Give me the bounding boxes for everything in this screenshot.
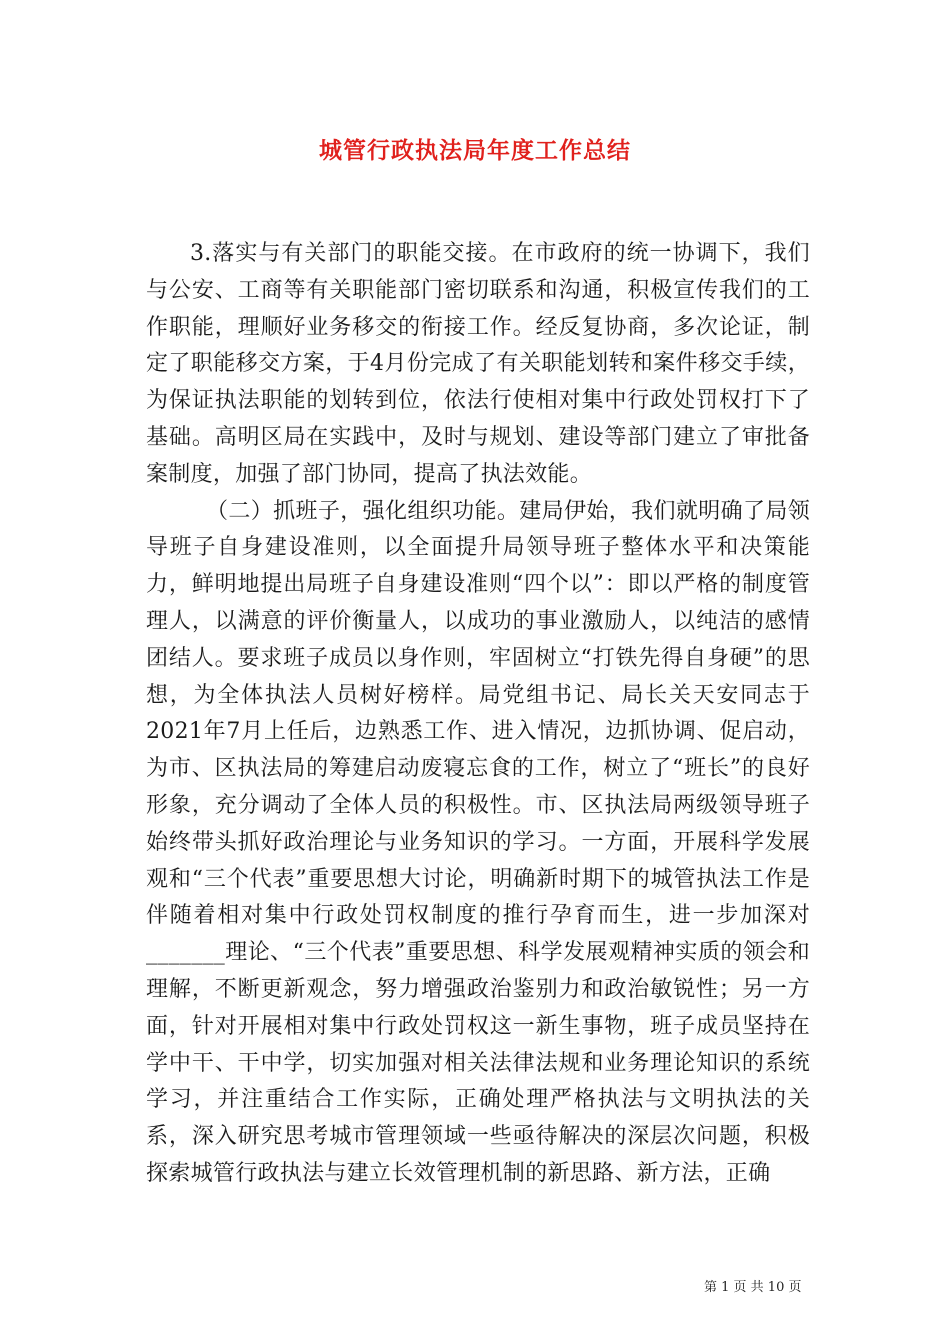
document-body [146,236,810,1193]
paragraph-1: 3.落实与有关部门的职能交接。在市政府的统一协调下，我们与公安、工商等有关职能部门密切联系和沟通，积极宣传我们的工作职能，理顺好业务移交的衔接工作。经反复协商，多次论证，制定了职能移交方案，于4月份完成了有关职能划转和案件移交手续，为保证执法职能的划转到位，依法行使相对集中行政处罚权打下了基础。高明区局在实践中，及时与规划、建设等部门建立了审批备案制度，加强了部门协同，提高了执法效能。 [146,241,810,487]
paragraph-2: （二）抓班子，强化组织功能。建局伊始，我们就明确了局领导班子自身建设准则，以全面提升局领导班子整体水平和决策能力，鲜明地提出局班子自身建设准则“四个以”：即以严格的制度管理人，以满意的评价衡量人，以成功的事业激励人，以纯洁的感情团结人。要求班子成员以身作则，牢固树立“打铁先得自身硬”的思想，为全体执法人员树好榜样。局党组书记、局长关天安同志于2021年7月上任后，边熟悉工作、进入情况，边抓协调、促启动，为市、区执法局的筹建启动废寝忘食的工作，树立了“班长”的良好形象，充分调动了全体人员的积极性。市、区执法局两级领导班子始终带头抓好政治理论与业务知识的学习。一方面，开展科学发展观和“三个代表”重要思想大讨论，明确新时期下的城管执法工作是伴随着相对集中行政处罚权制度的推行孕育而生，进一步加深对_______理论、“三个代表”重要思想、科学发展观精神实质的领会和理解，不断更新观念，努力增强政治鉴别力和政治敏锐性；另一方面，针对开展相对集中行政处罚权这一新生事物，班子成员坚持在学中干、干中学，切实加强对相关法律法规和业务理论知识的系统学习，并注重结合工作实际，正确处理严格执法与文明执法的关系，深入研究思考城市管理领域一些亟待解决的深层次问题，积极探索城管行政执法与建立长效管理机制的新思路、新方法，正确 [146,498,810,1186]
document-title: 城管行政执法局年度工作总结 [319,138,631,164]
page-number: 第 1 页 共 10 页 [704,1280,802,1295]
